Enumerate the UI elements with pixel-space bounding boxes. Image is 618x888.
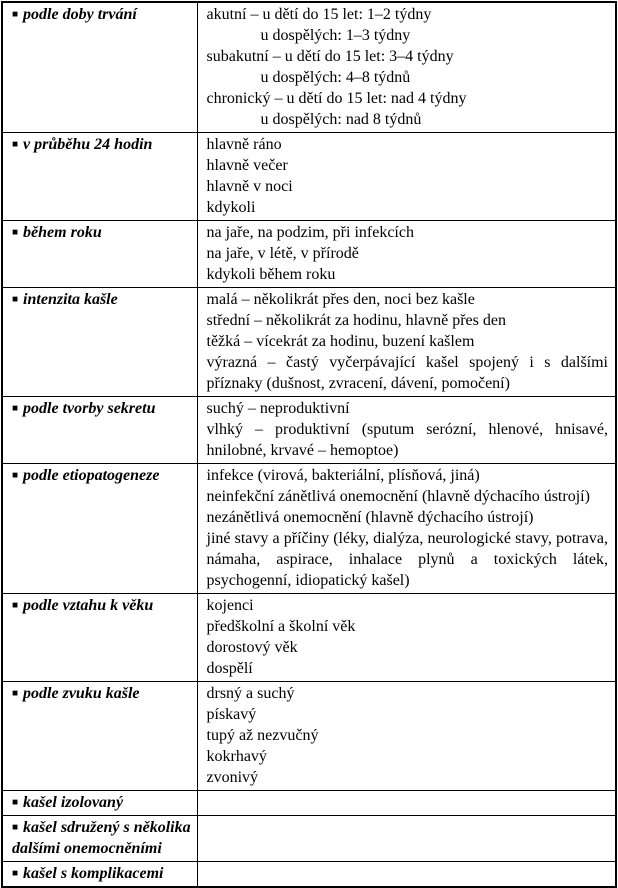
detail-line: kdykoli během roku: [206, 266, 336, 283]
detail-line: pískavý: [206, 706, 257, 723]
bullet-square-icon: ■: [12, 403, 19, 414]
category-title-cell: [2, 2, 197, 133]
category-title: kašel s komplikacemi: [23, 865, 164, 882]
detail-line: infekce (virová, bakteriální, plísňová, jiná): [206, 467, 480, 484]
category-title: kašel izolovaný: [23, 794, 124, 811]
detail-cell: [197, 2, 616, 133]
detail-line: hlavně večer: [206, 157, 288, 174]
detail-line: těžká – vícekrát za hodinu, buzení kašlem: [206, 333, 475, 350]
detail-cell: [197, 397, 616, 464]
detail-cell: [197, 221, 616, 288]
table-row: [2, 2, 616, 133]
table-row: [2, 816, 616, 862]
detail-line: na jaře, v létě, v přírodě: [206, 245, 359, 262]
bullet-square-icon: ■: [12, 470, 19, 481]
category-title-cell: [2, 862, 197, 888]
table-row: [2, 862, 616, 888]
detail-line: drsný a suchý: [206, 685, 295, 702]
detail-cell: [197, 594, 616, 682]
detail-cell: [197, 464, 616, 594]
bullet-square-icon: ■: [12, 9, 19, 20]
category-title-cell: [2, 397, 197, 464]
bullet-square-icon: ■: [12, 822, 19, 833]
detail-line: jiné stavy a příčiny (léky, dialýza, neurologické stavy, potrava, námaha, aspirace, inhalace plynů a toxických látek, psychogenní, idiopatický kašel): [206, 530, 608, 589]
detail-line: u dospělých: 1–3 týdny: [260, 27, 411, 44]
category-title: podle tvorby sekretu: [23, 400, 156, 417]
detail-line: akutní – u dětí do 15 let: 1–2 týdny: [206, 6, 432, 23]
detail-line: kdykoli: [206, 199, 256, 216]
detail-line: dorostový věk: [206, 639, 298, 656]
detail-line: malá – několikrát přes den, noci bez kašle: [206, 291, 475, 308]
detail-line: neinfekční zánětlivá onemocnění (hlavně dýchacího ústrojí): [206, 488, 590, 505]
category-title-cell: [2, 133, 197, 221]
bullet-square-icon: ■: [12, 294, 19, 305]
detail-line: kojenci: [206, 597, 254, 614]
detail-line: vlhký – produktivní (sputum serózní, hlenové, hnisavé, hnilobné, krvavé – hemoptoe): [206, 421, 608, 459]
category-title-cell: [2, 594, 197, 682]
category-title: podle vztahu k věku: [23, 597, 154, 614]
detail-cell: [197, 288, 616, 397]
detail-line: suchý – neproduktivní: [206, 400, 350, 417]
detail-line: hlavně v noci: [206, 178, 293, 195]
detail-line: chronický – u dětí do 15 let: nad 4 týdny: [206, 90, 467, 107]
bullet-square-icon: ■: [12, 688, 19, 699]
category-title: podle etiopatogeneze: [23, 467, 160, 484]
bullet-square-icon: ■: [12, 600, 19, 611]
category-title: v průběhu 24 hodin: [23, 136, 153, 153]
detail-cell-empty: [197, 791, 616, 816]
category-title-continued: dalšími onemocněními: [12, 840, 162, 857]
category-title-cell: [2, 288, 197, 397]
bullet-square-icon: ■: [12, 797, 19, 808]
detail-line: u dospělých: nad 8 týdnů: [260, 111, 422, 128]
category-title: intenzita kašle: [23, 291, 118, 308]
detail-cell-empty: [197, 862, 616, 888]
category-title-cell: [2, 816, 197, 862]
bullet-square-icon: ■: [12, 139, 19, 150]
detail-line: dospělí: [206, 660, 253, 677]
detail-line: předškolní a školní věk: [206, 618, 356, 635]
bullet-square-icon: ■: [12, 227, 19, 238]
detail-cell: [197, 682, 616, 791]
table-row: [2, 397, 616, 464]
table-row: [2, 464, 616, 594]
table-row: [2, 133, 616, 221]
detail-line: na jaře, na podzim, při infekcích: [206, 224, 414, 241]
table-row: [2, 791, 616, 816]
detail-line: kokrhavý: [206, 748, 267, 765]
detail-cell-empty: [197, 816, 616, 862]
category-title: kašel sdružený s několika: [23, 819, 191, 836]
table-row: [2, 221, 616, 288]
detail-cell: [197, 133, 616, 221]
detail-line: hlavně ráno: [206, 136, 282, 153]
table-row: [2, 682, 616, 791]
detail-line: nezánětlivá onemocnění (hlavně dýchacího ústrojí): [206, 509, 534, 526]
detail-line: střední – několikrát za hodinu, hlavně přes den: [206, 312, 506, 329]
category-title-cell: [2, 464, 197, 594]
table-row: [2, 288, 616, 397]
detail-line: zvonivý: [206, 769, 259, 786]
detail-line: výrazná – častý vyčerpávající kašel spojený i s dalšími příznaky (dušnost, zvracení, dávení, pomočení): [206, 354, 608, 392]
bullet-square-icon: ■: [12, 868, 19, 879]
table-row: [2, 594, 616, 682]
category-title: podle doby trvání: [23, 6, 137, 23]
cough-classification-table: [1, 1, 617, 888]
category-title-cell: [2, 221, 197, 288]
category-title-cell: [2, 682, 197, 791]
category-title-cell: [2, 791, 197, 816]
category-title: podle zvuku kašle: [23, 685, 140, 702]
category-title: během roku: [23, 224, 102, 241]
detail-line: tupý až nezvučný: [206, 727, 319, 744]
detail-line: subakutní – u dětí do 15 let: 3–4 týdny: [206, 48, 454, 65]
detail-line: u dospělých: 4–8 týdnů: [260, 69, 411, 86]
